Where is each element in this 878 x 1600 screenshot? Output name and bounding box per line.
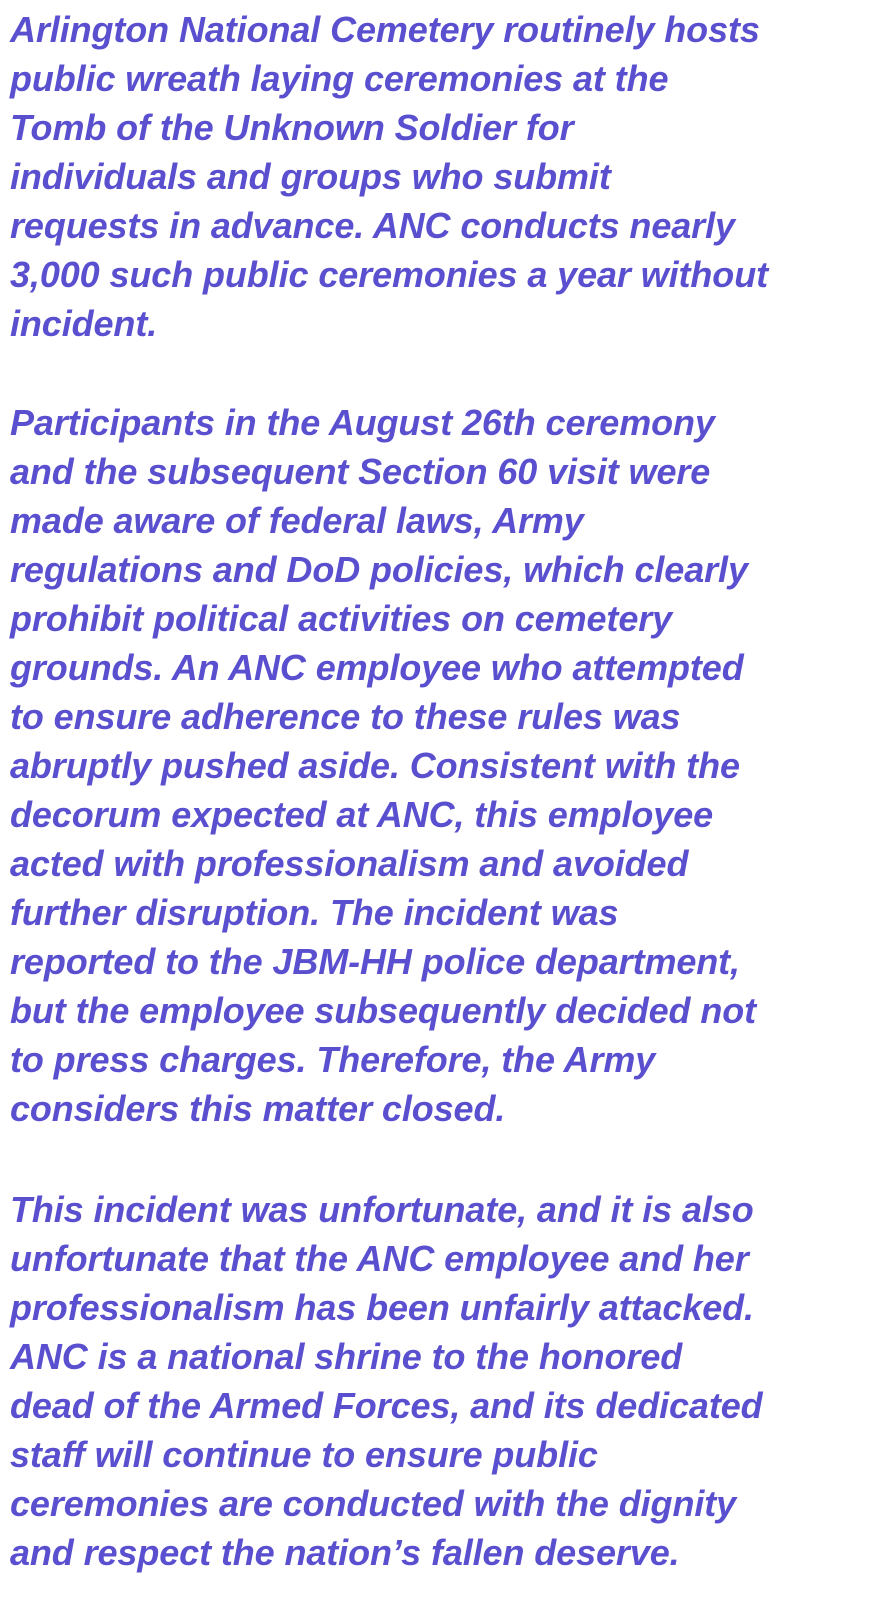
paragraph-closing-statement: This incident was unfortunate, and it is also unfortunate that the ANC employee and her professionalism has been unfairly attacked. ANC is a national shrine to the honored dead of the Armed Forces, and its dedicated staff will continue to ensure public ceremonies are conducted with the dignity and respect the nation’s fallen deserve. [10,1189,763,1573]
paragraph-ceremonies-overview: Arlington National Cemetery routinely hosts public wreath laying ceremonies at the Tomb of the Unknown Soldier for individuals and groups who submit requests in advance. ANC conducts nearly 3,000 such public ceremonies a year without incident. [10,9,768,344]
paragraph-incident-details: Participants in the August 26th ceremony and the subsequent Section 60 visit were made aware of federal laws, Army regulations and DoD policies, which clearly prohibit political activities on cemetery grounds. An ANC employee who attempted to ensure adherence to these rules was abruptly pushed aside. Consistent with the decorum expected at ANC, this employee acted with professionalism and avoided further disruption. The incident was reported to the JBM-HH police department, but the employee subsequently decided not to press charges. Therefore, the Army considers this matter closed. [10,402,757,1129]
